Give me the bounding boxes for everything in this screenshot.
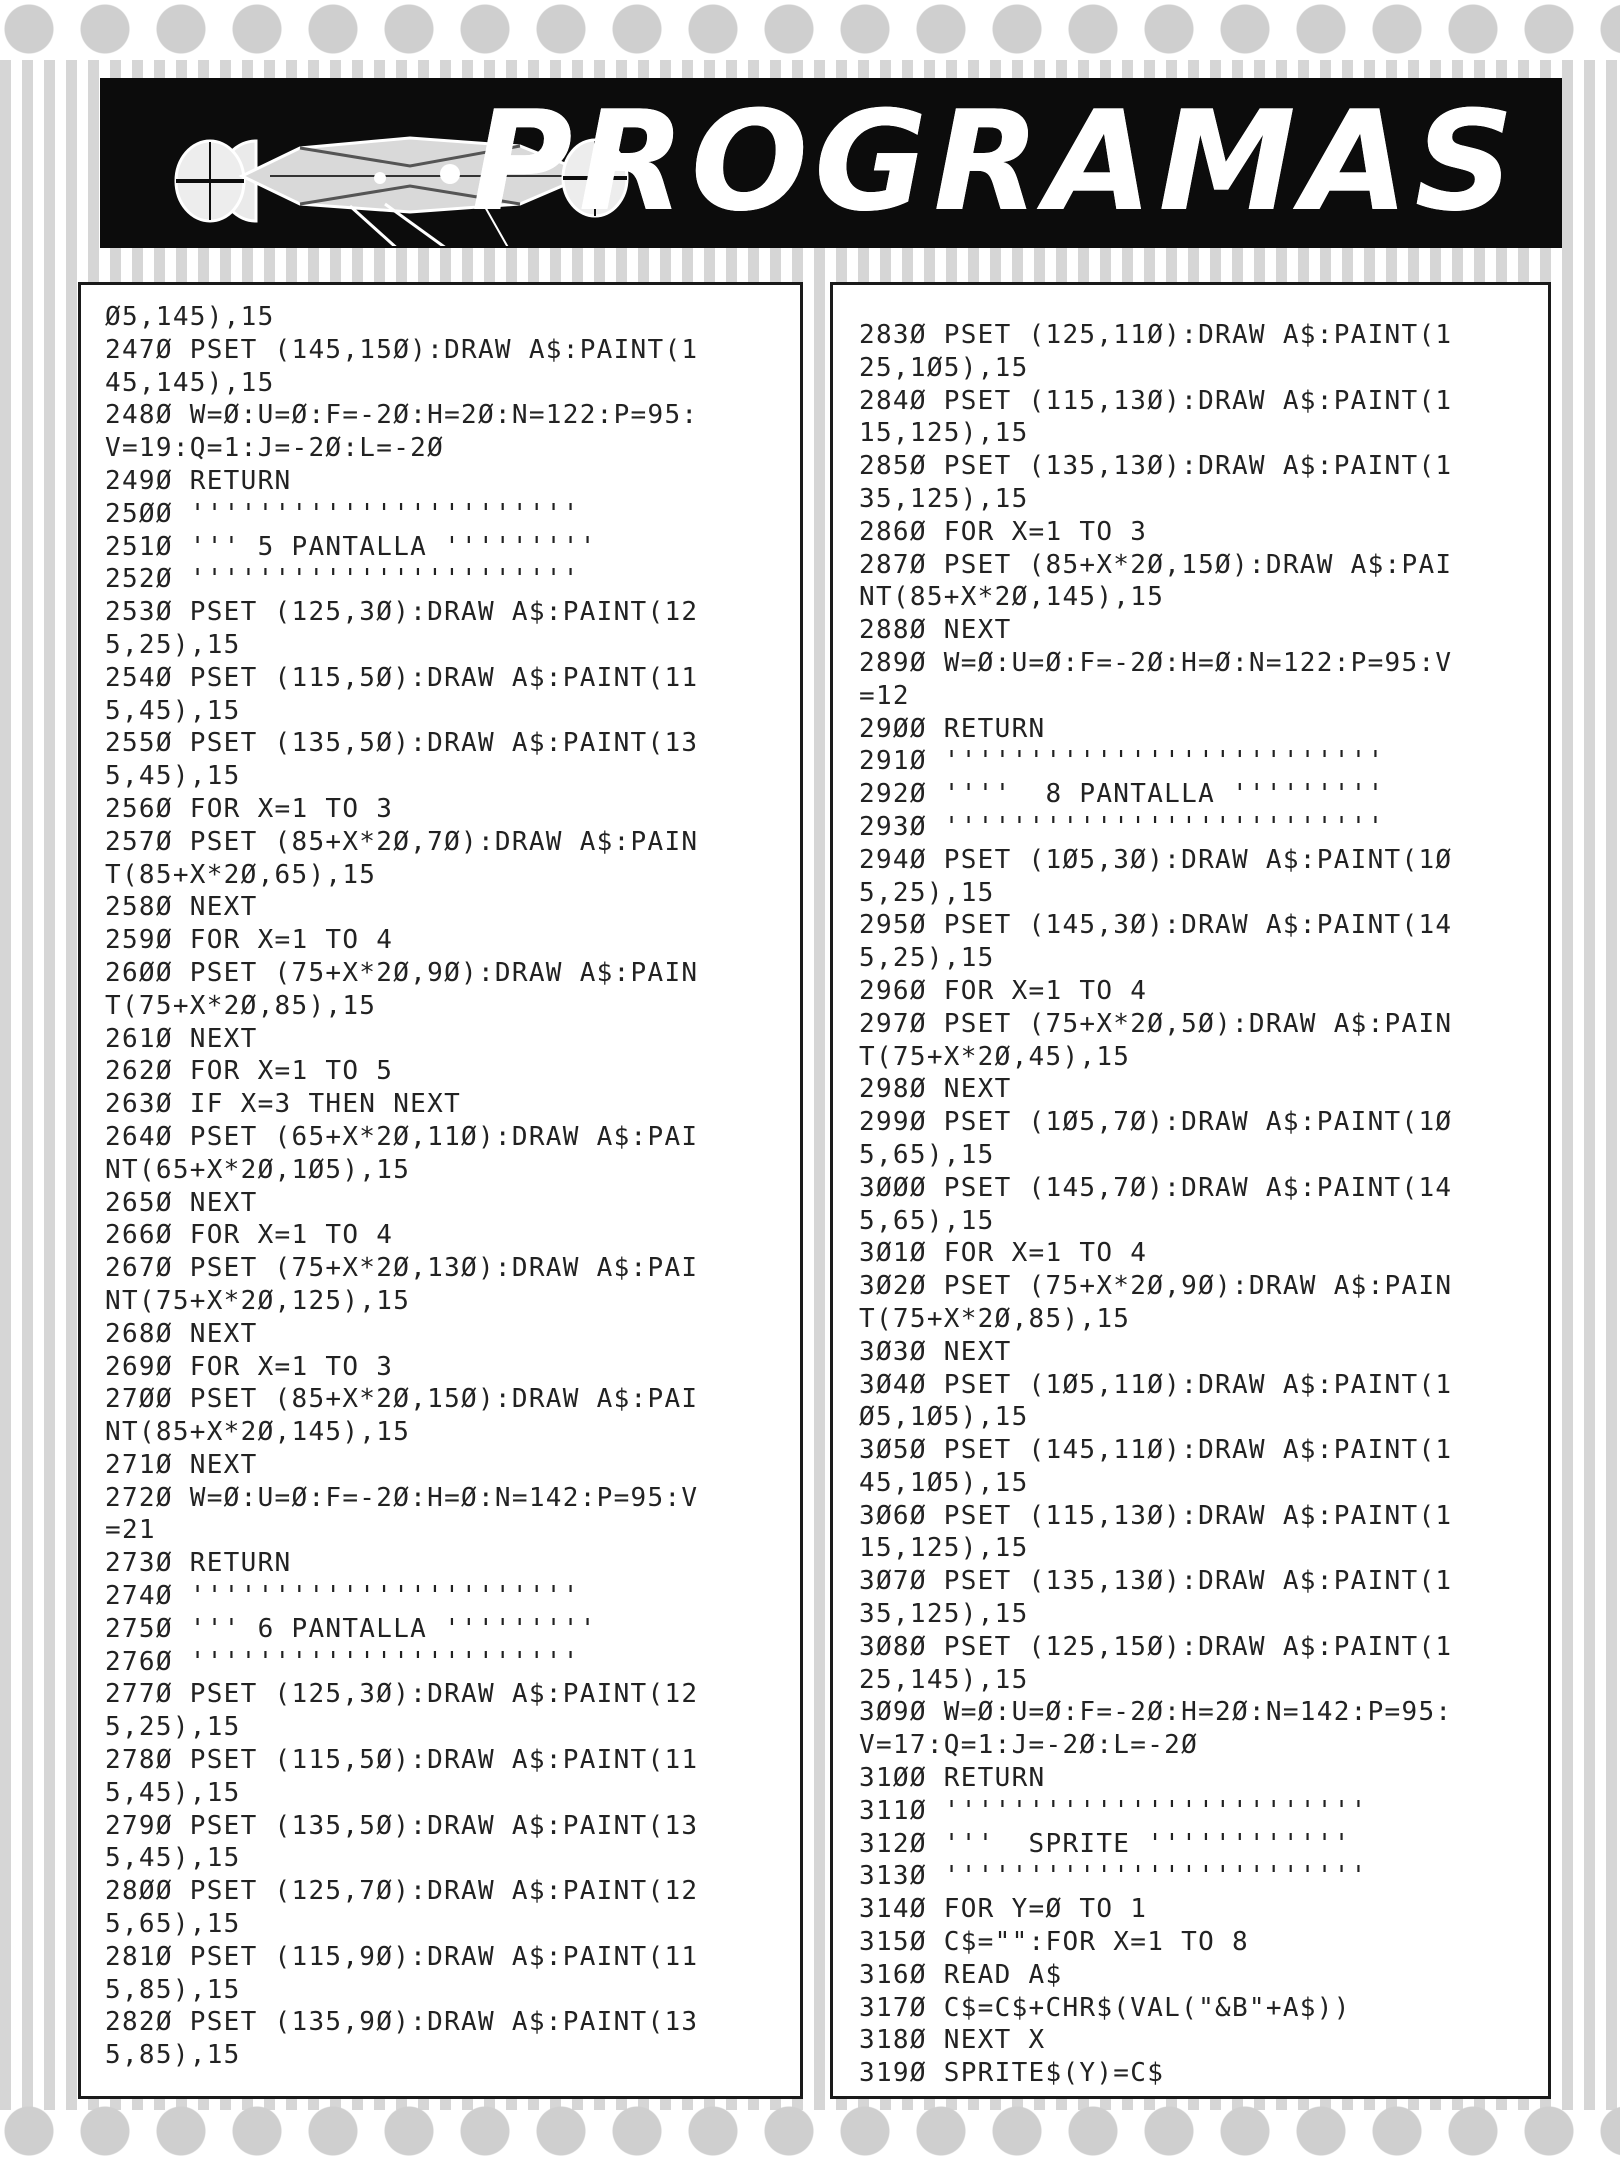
code-line: T(75+X*2Ø,45),15 (859, 1041, 1131, 1072)
code-line: T(75+X*2Ø,85),15 (859, 1303, 1131, 1334)
code-line: 3Ø8Ø PSET (125,15Ø):DRAW A$:PAINT(1 (859, 1631, 1453, 1662)
code-line: 312Ø ''' SPRITE '''''''''''' (859, 1828, 1351, 1859)
code-line: 3Ø7Ø PSET (135,13Ø):DRAW A$:PAINT(1 (859, 1566, 1453, 1597)
code-line: 3Ø5Ø PSET (145,11Ø):DRAW A$:PAINT(1 (859, 1435, 1453, 1466)
decorative-dot-border-top (0, 0, 1620, 58)
code-line: =21 (105, 1515, 156, 1546)
code-line: 276Ø ''''''''''''''''''''''' (105, 1646, 580, 1677)
code-line: NT(65+X*2Ø,1Ø5),15 (105, 1154, 411, 1185)
code-line: 247Ø PSET (145,15Ø):DRAW A$:PAINT(1 (105, 334, 699, 365)
code-line: 25,1Ø5),15 (859, 352, 1029, 383)
code-line: 3Ø4Ø PSET (1Ø5,11Ø):DRAW A$:PAINT(1 (859, 1369, 1453, 1400)
code-line: 15,125),15 (859, 1533, 1029, 1564)
code-line: 249Ø RETURN (105, 465, 292, 496)
code-line: 281Ø PSET (115,9Ø):DRAW A$:PAINT(11 (105, 1941, 699, 1972)
code-line: 318Ø NEXT X (859, 2025, 1046, 2056)
code-line: 279Ø PSET (135,5Ø):DRAW A$:PAINT(13 (105, 1810, 699, 1841)
code-line: 317Ø C$=C$+CHR$(VAL("&B"+A$)) (859, 1992, 1351, 2023)
code-line: 29ØØ RETURN (859, 713, 1046, 744)
code-line: 271Ø NEXT (105, 1449, 258, 1480)
code-line: 296Ø FOR X=1 TO 4 (859, 975, 1148, 1006)
code-line: 3ØØØ PSET (145,7Ø):DRAW A$:PAINT(14 (859, 1172, 1453, 1203)
code-line: NT(85+X*2Ø,145),15 (105, 1417, 411, 1448)
code-line: 315Ø C$="":FOR X=1 TO 8 (859, 1927, 1249, 1958)
code-line: 273Ø RETURN (105, 1548, 292, 1579)
code-line: 297Ø PSET (75+X*2Ø,5Ø):DRAW A$:PAIN (859, 1008, 1453, 1039)
code-line: 299Ø PSET (1Ø5,7Ø):DRAW A$:PAINT(1Ø (859, 1107, 1453, 1138)
code-line: 3Ø6Ø PSET (115,13Ø):DRAW A$:PAINT(1 (859, 1500, 1453, 1531)
code-line: Ø5,1Ø5),15 (859, 1402, 1029, 1433)
code-line: T(75+X*2Ø,85),15 (105, 990, 377, 1021)
code-line: V=17:Q=1:J=-2Ø:L=-2Ø (859, 1730, 1199, 1761)
code-line: 262Ø FOR X=1 TO 5 (105, 1056, 394, 1087)
code-line: 278Ø PSET (115,5Ø):DRAW A$:PAINT(11 (105, 1745, 699, 1776)
code-line: 5,65),15 (105, 1909, 241, 1940)
code-line: 5,65),15 (859, 1139, 995, 1170)
code-line: 285Ø PSET (135,13Ø):DRAW A$:PAINT(1 (859, 451, 1453, 482)
code-line: 264Ø PSET (65+X*2Ø,11Ø):DRAW A$:PAI (105, 1121, 699, 1152)
code-line: 25,145),15 (859, 1664, 1029, 1695)
code-line: 3Ø3Ø NEXT (859, 1336, 1012, 1367)
code-line: 268Ø NEXT (105, 1318, 258, 1349)
code-line: NT(75+X*2Ø,125),15 (105, 1285, 411, 1316)
code-line: 5,25),15 (859, 877, 995, 908)
code-line: 298Ø NEXT (859, 1074, 1012, 1105)
code-line: 263Ø IF X=3 THEN NEXT (105, 1089, 462, 1120)
code-listing-right (830, 282, 1551, 2099)
code-line: 5,25),15 (859, 943, 995, 974)
code-line: 289Ø W=Ø:U=Ø:F=-2Ø:H=Ø:N=122:P=95:V (859, 647, 1453, 678)
code-listing-left (78, 282, 803, 2099)
code-line: V=19:Q=1:J=-2Ø:L=-2Ø (105, 433, 445, 464)
code-line: 5,45),15 (105, 1843, 241, 1874)
code-line: 313Ø ''''''''''''''''''''''''' (859, 1861, 1368, 1892)
code-line: 291Ø '''''''''''''''''''''''''' (859, 746, 1385, 777)
code-line: 286Ø FOR X=1 TO 3 (859, 516, 1148, 547)
code-line: 316Ø READ A$ (859, 1959, 1063, 1990)
code-line: 28ØØ PSET (125,7Ø):DRAW A$:PAINT(12 (105, 1876, 699, 1907)
code-line: 254Ø PSET (115,5Ø):DRAW A$:PAINT(11 (105, 662, 699, 693)
code-line: 293Ø '''''''''''''''''''''''''' (859, 811, 1385, 842)
code-line: =12 (859, 680, 910, 711)
code-line: 292Ø '''' 8 PANTALLA ''''''''' (859, 779, 1385, 810)
code-line: 287Ø PSET (85+X*2Ø,15Ø):DRAW A$:PAI (859, 549, 1453, 580)
page-title: PROGRAMAS (471, 81, 1520, 242)
code-line: 5,65),15 (859, 1205, 995, 1236)
decorative-dot-border-bottom (0, 2102, 1620, 2160)
code-line: 257Ø PSET (85+X*2Ø,7Ø):DRAW A$:PAIN (105, 826, 699, 857)
code-line: 35,125),15 (859, 483, 1029, 514)
code-line: 25ØØ ''''''''''''''''''''''' (105, 498, 580, 529)
code-line: 15,125),15 (859, 418, 1029, 449)
code-line: 272Ø W=Ø:U=Ø:F=-2Ø:H=Ø:N=142:P=95:V (105, 1482, 699, 1513)
code-line: 5,25),15 (105, 1712, 241, 1743)
code-line: 45,1Ø5),15 (859, 1467, 1029, 1498)
code-line: 295Ø PSET (145,3Ø):DRAW A$:PAINT(14 (859, 910, 1453, 941)
code-line: 265Ø NEXT (105, 1187, 258, 1218)
section-header-banner (100, 78, 1562, 248)
code-line: 259Ø FOR X=1 TO 4 (105, 925, 394, 956)
code-line: 45,145),15 (105, 367, 275, 398)
code-line: 248Ø W=Ø:U=Ø:F=-2Ø:H=2Ø:N=122:P=95: (105, 400, 699, 431)
code-line: T(85+X*2Ø,65),15 (105, 859, 377, 890)
code-line: 294Ø PSET (1Ø5,3Ø):DRAW A$:PAINT(1Ø (859, 844, 1453, 875)
code-line: 5,45),15 (105, 1777, 241, 1808)
code-line: 258Ø NEXT (105, 892, 258, 923)
code-line: 319Ø SPRITE$(Y)=C$ (859, 2058, 1165, 2089)
code-line: 5,85),15 (105, 2040, 241, 2071)
code-line: 314Ø FOR Y=Ø TO 1 (859, 1894, 1148, 1925)
code-line: 275Ø ''' 6 PANTALLA ''''''''' (105, 1613, 597, 1644)
code-line: 255Ø PSET (135,5Ø):DRAW A$:PAINT(13 (105, 728, 699, 759)
code-line: 311Ø ''''''''''''''''''''''''' (859, 1795, 1368, 1826)
code-line: 35,125),15 (859, 1599, 1029, 1630)
code-line: 5,25),15 (105, 629, 241, 660)
code-line: 3Ø9Ø W=Ø:U=Ø:F=-2Ø:H=2Ø:N=142:P=95: (859, 1697, 1453, 1728)
code-line: 269Ø FOR X=1 TO 3 (105, 1351, 394, 1382)
code-line: 3Ø1Ø FOR X=1 TO 4 (859, 1238, 1148, 1269)
code-line: 266Ø FOR X=1 TO 4 (105, 1220, 394, 1251)
code-line: 253Ø PSET (125,3Ø):DRAW A$:PAINT(12 (105, 597, 699, 628)
code-line: 3Ø2Ø PSET (75+X*2Ø,9Ø):DRAW A$:PAIN (859, 1271, 1453, 1302)
code-line: 26ØØ PSET (75+X*2Ø,9Ø):DRAW A$:PAIN (105, 957, 699, 988)
code-line: 5,85),15 (105, 1974, 241, 2005)
code-line: 5,45),15 (105, 761, 241, 792)
code-line: 283Ø PSET (125,11Ø):DRAW A$:PAINT(1 (859, 320, 1453, 350)
code-line: 277Ø PSET (125,3Ø):DRAW A$:PAINT(12 (105, 1679, 699, 1710)
code-line: 27ØØ PSET (85+X*2Ø,15Ø):DRAW A$:PAI (105, 1384, 699, 1415)
code-line: 288Ø NEXT (859, 615, 1012, 646)
code-line: Ø5,145),15 (105, 302, 275, 332)
code-line: 256Ø FOR X=1 TO 3 (105, 793, 394, 824)
code-line: NT(85+X*2Ø,145),15 (859, 582, 1165, 613)
code-line: 31ØØ RETURN (859, 1763, 1046, 1794)
code-line: 267Ø PSET (75+X*2Ø,13Ø):DRAW A$:PAI (105, 1253, 699, 1284)
code-line: 274Ø ''''''''''''''''''''''' (105, 1581, 580, 1612)
code-line: 251Ø ''' 5 PANTALLA ''''''''' (105, 531, 597, 562)
code-line: 282Ø PSET (135,9Ø):DRAW A$:PAINT(13 (105, 2007, 699, 2038)
code-line: 261Ø NEXT (105, 1023, 258, 1054)
code-line: 252Ø ''''''''''''''''''''''' (105, 564, 580, 595)
code-line: 284Ø PSET (115,13Ø):DRAW A$:PAINT(1 (859, 385, 1453, 416)
code-line: 5,45),15 (105, 695, 241, 726)
